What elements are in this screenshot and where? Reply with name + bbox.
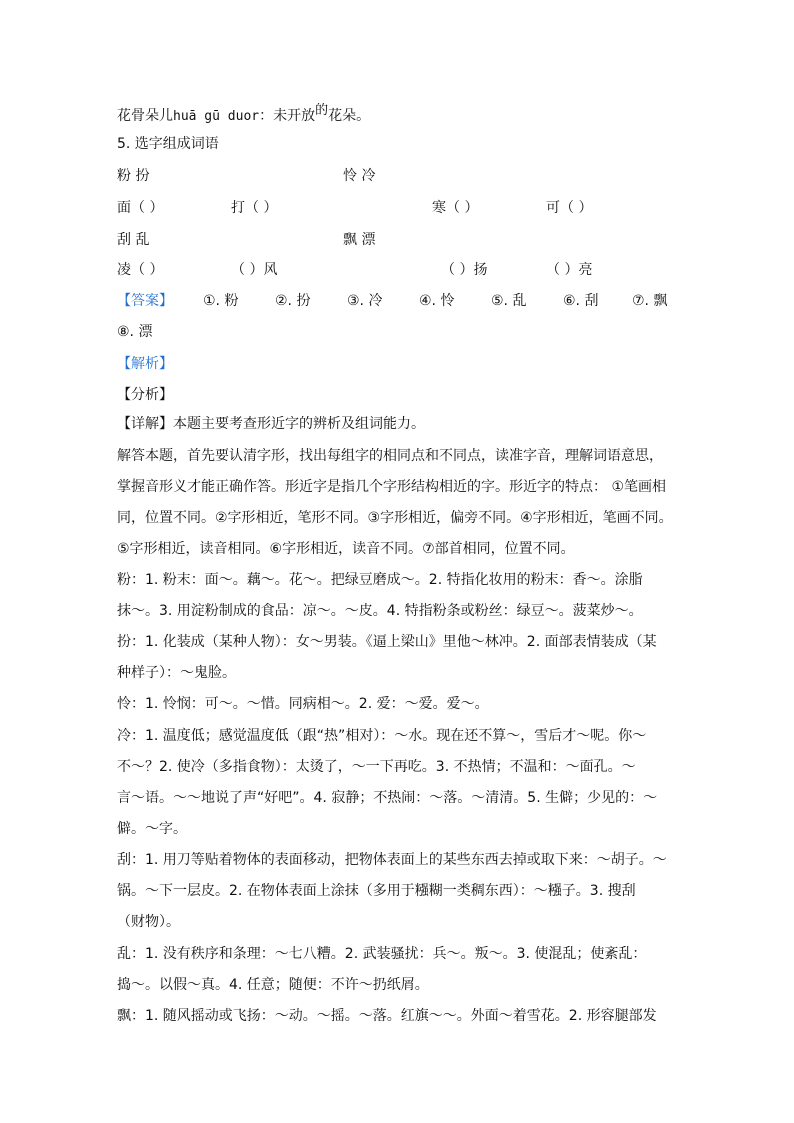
body-line: 飘：1. 随风摇动或飞扬：～动。～摇。～落。红旗～～。外面～着雪花。2. 形容腿部发 — [117, 1008, 657, 1024]
body-line: 扮：1. 化装成（某种人物）：女～男装。《逼上梁山》里他～林冲。2. 面部表情装成（某 — [117, 634, 657, 650]
fenxi-label: 【分析】 — [117, 387, 173, 403]
body-line-0: 本题主要考查形近字的辨析及组词能力。 — [173, 416, 425, 432]
body-line: 冷：1. 温度低；感觉温度低（跟“热”相对）：～水。现在还不算～，雪后才～呢。你～ — [117, 728, 647, 744]
answer-item-1: ①. 粉 — [203, 293, 239, 309]
group4-chars: 飘 漂 — [343, 232, 376, 248]
body-line: 粉：1. 粉末：面～。藕～。花～。把绿豆磨成～。2. 特指化妆用的粉末：香～。涂脂 — [117, 572, 643, 588]
jiexi-label: 【解析】 — [117, 356, 173, 372]
body-line: 刮：1. 用刀等贴着物体的表面移动，把物体表面上的某些东西去掉或取下来：～胡子。～ — [117, 852, 667, 868]
answer-item-8: ⑧. 漂 — [117, 324, 153, 340]
term-definition-line — [117, 103, 677, 126]
group2-chars: 怜 冷 — [343, 168, 376, 184]
body-line: 僻。～字。 — [117, 821, 187, 837]
term-word: 花骨朵儿 — [117, 108, 173, 124]
term-def-b: 花朵。 — [328, 108, 371, 124]
blank-item-8: （ ）亮 — [546, 262, 593, 278]
answer-item-6: ⑥. 刮 — [563, 293, 599, 309]
group3-chars: 刮 乱 — [117, 232, 150, 248]
blank-item-2: 打（ ） — [231, 200, 278, 216]
body-line: 同，位置不同。②字形相近，笔形不同。③字形相近，偏旁不同。④字形相近，笔画不同。 — [117, 510, 673, 526]
group1-chars: 粉 扮 — [117, 168, 150, 184]
blank-item-3: 寒（ ） — [432, 200, 479, 216]
body-line: 乱：1. 没有秩序和条理：～七八糟。2. 武装骚扰：兵～。叛～。3. 使混乱；使紊乱： — [117, 946, 647, 962]
body-line: 不～？2. 使冷（多指食物）：太烫了，～一下再吃。3. 不热情；不温和：～面孔。～ — [117, 759, 636, 775]
answer-item-7: ⑦. 飘 — [632, 293, 668, 309]
answer-item-2: ②. 扮 — [275, 293, 311, 309]
answer-item-4: ④. 怜 — [419, 293, 455, 309]
body-line: 抹～。3. 用淀粉制成的食品：凉～。～皮。4. 特指粉条或粉丝：绿豆～。菠菜炒～。 — [117, 603, 643, 619]
body-line: 种样子）：～鬼脸。 — [117, 665, 236, 681]
xiangjie-label: 【详解】 — [117, 416, 173, 432]
term-pinyin: huā gū duor — [173, 109, 260, 124]
term-sup-char: 的 — [315, 103, 329, 118]
blank-item-7: （ ）扬 — [441, 262, 488, 278]
blank-item-4: 可（ ） — [546, 200, 593, 216]
blank-item-1: 面（ ） — [117, 200, 164, 216]
body-line: 掌握音形义才能正确作答。形近字是指几个字形结构相近的字。形近字的特点： ①笔画相 — [117, 479, 666, 495]
body-line: 捣～。以假～真。4. 任意；随便：不许～扔纸屑。 — [117, 977, 429, 993]
term-def-a: ：未开放 — [259, 108, 316, 124]
body-line: 言～语。～～地说了声“好吧”。4. 寂静；不热闹：～落。～清清。5. 生僻；少见的：～ — [117, 790, 658, 806]
body-line: 解答本题，首先要认清字形，找出每组字的相同点和不同点，读准字音，理解词语意思， — [117, 448, 663, 464]
answer-item-3: ③. 冷 — [347, 293, 383, 309]
question-title: 5. 选字组成词语 — [117, 136, 219, 152]
blank-item-6: （ ）风 — [231, 262, 278, 278]
body-line: 锅。～下一层皮。2. 在物体表面上涂抹（多用于糨糊一类稠东西）：～糨子。3. 搜刮 — [117, 883, 636, 899]
blank-item-5: 凌（ ） — [117, 262, 164, 278]
detail-line — [117, 414, 677, 434]
body-line: 怜：1. 怜悯：可～。～惜。同病相～。2. 爱：～爱。爱～。 — [117, 696, 489, 712]
body-line: （财物）。 — [117, 914, 180, 930]
answer-label: 【答案】 — [117, 293, 173, 309]
answer-item-5: ⑤. 乱 — [491, 293, 527, 309]
body-line: ⑤字形相近，读音相同。⑥字形相近，读音不同。⑦部首相同，位置不同。 — [117, 541, 575, 557]
